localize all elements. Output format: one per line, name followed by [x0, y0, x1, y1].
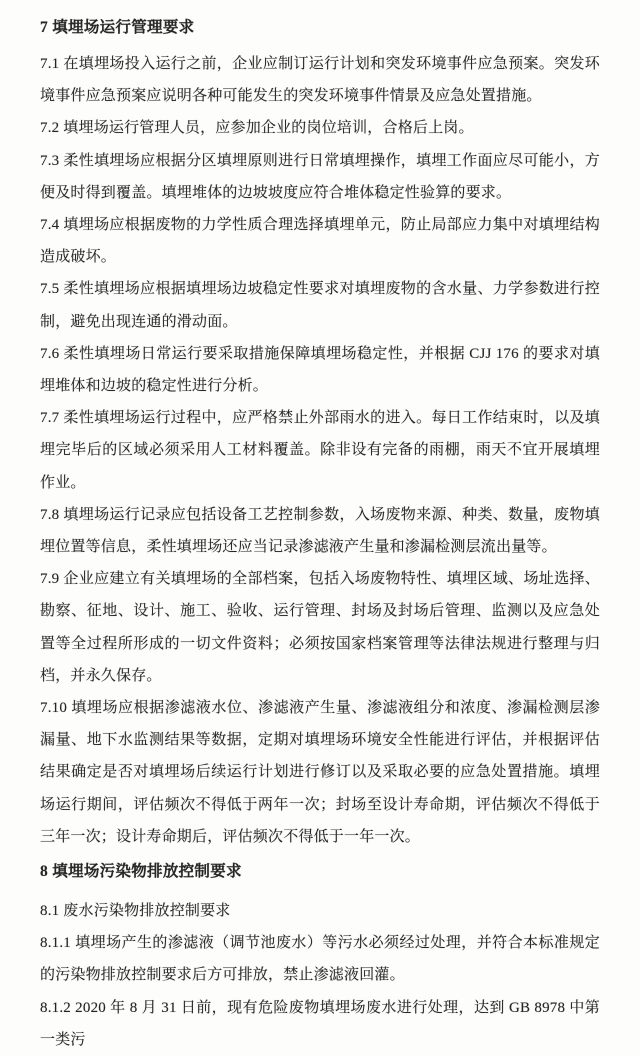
- paragraph-7-3: 7.3 柔性填埋场应根据分区填埋原则进行日常填埋操作，填埋工作面应尽可能小，方便及时得到覆盖。填埋堆体的边坡坡度应符合堆体稳定性验算的要求。: [40, 152, 600, 201]
- paragraph-7-5: 7.5 柔性填埋场应根据填埋场边坡稳定性要求对填埋废物的含水量、力学参数进行控制，避免出现连通的滑动面。: [40, 281, 600, 330]
- paragraph-7-2: 7.2 填埋场运行管理人员，应参加企业的岗位培训，合格后上岗。: [40, 120, 474, 137]
- paragraph-8-1-2: 8.1.2 2020 年 8 月 31 日前，现有危险废物填埋场废水进行处理，达到 GB 8978 中第一类污: [40, 999, 600, 1048]
- section-heading-7: 7 填埋场运行管理要求: [40, 19, 195, 36]
- paragraph-7-7: 7.7 柔性填埋场运行过程中，应严格禁止外部雨水的进入。每日工作结束时，以及填埋完毕后的区域必须采用人工材料覆盖。除非设有完备的雨棚，雨天不宜开展填埋作业。: [40, 410, 600, 491]
- section-heading-8: 8 填埋场污染物排放控制要求: [40, 863, 242, 881]
- paragraph-7-8: 7.8 填埋场运行记录应包括设备工艺控制参数，入场废物来源、种类、数量，废物填埋位置等信息，柔性填埋场还应当记录渗滤液产生量和渗漏检测层流出量等。: [40, 506, 600, 556]
- paragraph-7-6: 7.6 柔性填埋场日常运行要采取措施保障填埋场稳定性，并根据 CJJ 176 的要求对填埋堆体和边坡的稳定性进行分析。: [40, 345, 600, 395]
- paragraph-7-1: 7.1 在填埋场投入运行之前，企业应制订运行计划和突发环境事件应急预案。突发环境事件应急预案应说明各种可能发生的突发环境事件情景及应急处置措施。: [40, 56, 600, 105]
- paragraph-8-1-1: 8.1.1 填埋场产生的渗滤液（调节池废水）等污水必须经过处理，并符合本标准规定的污染物排放控制要求后方可排放，禁止渗滤液回灌。: [40, 935, 600, 984]
- paragraph-8-1: 8.1 废水污染物排放控制要求: [40, 903, 231, 920]
- paragraph-7-4: 7.4 填埋场应根据废物的力学性质合理选择填埋单元，防止局部应力集中对填埋结构造成破坏。: [40, 217, 600, 266]
- paragraph-7-10: 7.10 填埋场应根据渗滤液水位、渗滤液产生量、渗滤液组分和浓度、渗漏检测层渗漏量、地下水监测结果等数据，定期对填埋场环境安全性能进行评估，并根据评估结果确定是否对填埋场后续运行计划进行修订以及采取必要的应急处置措施。填埋场运行期间，评估频次不得低于两年一次；封场至设计寿命期，评估频次不得低于三年一次；设计寿命期后，评估频次不得低于一年一次。: [40, 700, 600, 845]
- paragraph-7-9: 7.9 企业应建立有关填埋场的全部档案，包括入场废物特性、填埋区域、场址选择、勘察、征地、设计、施工、验收、运行管理、封场及封场后管理、监测以及应急处置等全过程所形成的一切文件资料；必须按国家档案管理等法律法规进行整理与归档，并永久保存。: [40, 571, 600, 684]
